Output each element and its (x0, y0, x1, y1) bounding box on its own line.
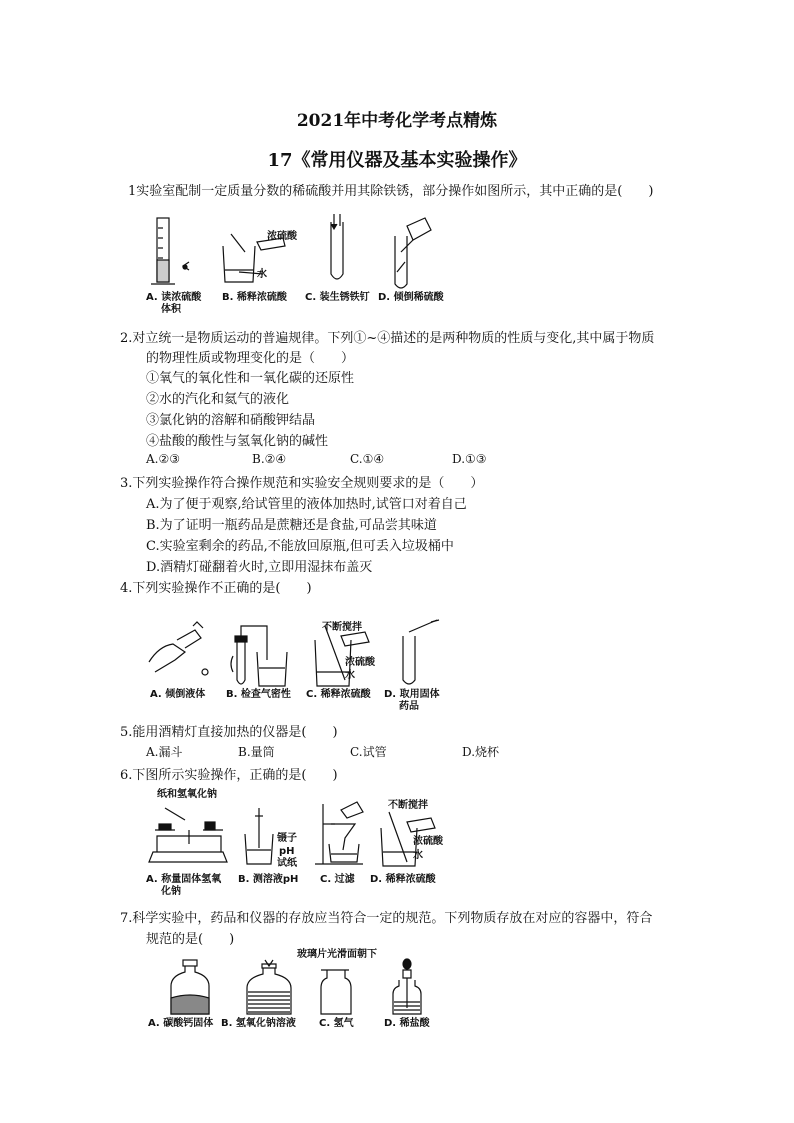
q5-option-c: C.试管 (350, 745, 387, 759)
dilution-stir-icon (315, 626, 369, 686)
narrow-mouth-bottle-icon (247, 960, 291, 1014)
q7-figure (165, 958, 455, 1016)
q2-option-c: C.①④ (350, 452, 385, 466)
q2-item-1: ①氧气的氧化性和一氧化碳的还原性 (146, 371, 355, 386)
q7-caption-d: D. 稀盐酸 (384, 1018, 430, 1029)
q5-option-b: B.量筒 (238, 745, 275, 759)
q4-caption-d: D. 取用固体 (384, 689, 440, 700)
hand-pour-icon (149, 622, 208, 675)
q1-label-water: 水 (257, 269, 267, 280)
q4-caption-c: C. 稀释浓硫酸 (306, 689, 371, 700)
test-tube-nail-icon (331, 214, 343, 279)
q6-label-conc-acid: 浓硫酸 (413, 836, 443, 847)
q6-caption-b: B. 测溶液pH (238, 874, 299, 885)
q2-stem-1: 2.对立统一是物质运动的普遍规律。下列①~④描述的是两种物质的性质与变化,其中属于物质 (120, 331, 655, 346)
test-tube-spatula-icon (403, 620, 439, 684)
page-title: 2021年中考化学考点精炼 (296, 111, 498, 131)
q1-caption-d: D. 倾倒稀硫酸 (378, 292, 444, 303)
q2-item-4: ④盐酸的酸性与氢氧化钠的碱性 (146, 434, 329, 449)
q2-option-d: D.①③ (452, 452, 487, 466)
q1-caption-b: B. 稀释浓硫酸 (222, 292, 287, 303)
q7-stem-2: 规范的是( ) (146, 932, 235, 947)
q7-caption-a: A. 碳酸钙固体 (148, 1018, 214, 1029)
q4-label-stir: 不断搅拌 (322, 622, 362, 633)
q4-stem: 4.下列实验操作不正确的是( ) (120, 581, 312, 596)
q3-option-b: B.为了证明一瓶药品是蔗糖还是食盐,可品尝其味道 (146, 518, 437, 533)
q2-item-3: ③氯化钠的溶解和硝酸钾结晶 (146, 413, 316, 428)
q6-label-paper: 试纸 (277, 858, 297, 869)
balance-scale-icon (149, 808, 227, 862)
q5-stem: 5.能用酒精灯直接加热的仪器是( ) (120, 725, 338, 740)
q1-figure (145, 212, 475, 292)
q5-option-a: A.漏斗 (146, 745, 183, 759)
q3-option-c: C.实验室剩余的药品,不能放回原瓶,但可丢入垃圾桶中 (146, 539, 454, 554)
filtration-icon (315, 802, 363, 864)
q4-label-conc-acid: 浓硫酸 (345, 657, 375, 668)
q2-item-2: ②水的汽化和氦气的液化 (146, 392, 290, 407)
dropper-bottle-icon (393, 959, 421, 1014)
q3-option-a: A.为了便于观察,给试管里的液体加热时,试管口对着自己 (146, 497, 467, 512)
q4-caption-a: A. 倾倒液体 (150, 689, 206, 700)
q7-caption-c: C. 氢气 (319, 1018, 354, 1029)
graduated-cylinder-icon (151, 218, 189, 284)
page-subtitle: 17《常用仪器及基本实验操作》 (267, 150, 527, 171)
q5-option-d: D.烧杯 (462, 745, 500, 759)
q6-label-naoh: 纸和氢氧化钠 (157, 789, 217, 800)
gas-tightness-icon (231, 626, 287, 686)
q3-stem: 3.下列实验操作符合操作规范和实验安全规则要求的是（ ） (120, 476, 484, 491)
q7-stem-1: 7.科学实验中，药品和仪器的存放应当符合一定的规范。下列物质存放在对应的容器中，符合 (120, 911, 653, 926)
q4-label-water: 水 (345, 670, 355, 681)
q1-caption-c: C. 装生锈铁钉 (305, 292, 370, 303)
q4-figure (145, 616, 455, 688)
q3-option-d: D.酒精灯碰翻着火时,立即用湿抹布盖灭 (146, 560, 373, 575)
q6-label-tweezers: 镊子 (277, 833, 297, 844)
wide-mouth-bottle-icon (171, 960, 209, 1014)
q2-option-a: A.②③ (146, 452, 180, 466)
q6-caption-a: A. 称量固体氢氧 (146, 874, 222, 885)
q1-caption-a2: 体积 (161, 304, 181, 315)
q6-caption-a2: 化钠 (161, 886, 181, 897)
q7-label-glass: 玻璃片光滑面朝下 (297, 949, 377, 960)
q4-caption-b: B. 检查气密性 (226, 689, 291, 700)
q6-caption-d: D. 稀释浓硫酸 (370, 874, 436, 885)
q6-label-water: 水 (413, 850, 423, 861)
q6-caption-c: C. 过滤 (320, 874, 355, 885)
ph-test-icon (245, 808, 273, 864)
q6-label-stir: 不断搅拌 (388, 800, 428, 811)
q1-label-conc-acid: 浓硫酸 (267, 231, 297, 242)
q7-caption-b: B. 氢氧化钠溶液 (221, 1018, 296, 1029)
q2-stem-2: 的物理性质或物理变化的是（ ） (146, 351, 355, 366)
test-tube-pour-icon (395, 218, 431, 288)
q2-option-b: B.②④ (252, 452, 287, 466)
q6-label-ph: pH (279, 846, 295, 857)
q1-caption-a: A. 读浓硫酸 (146, 292, 202, 303)
gas-bottle-icon (321, 970, 351, 1014)
q6-stem: 6.下图所示实验操作，正确的是( ) (120, 768, 338, 783)
q1-stem: 1实验室配制一定质量分数的稀硫酸并用其除铁锈，部分操作如图所示，其中正确的是( ) (128, 184, 654, 199)
q4-caption-d2: 药品 (399, 701, 419, 712)
